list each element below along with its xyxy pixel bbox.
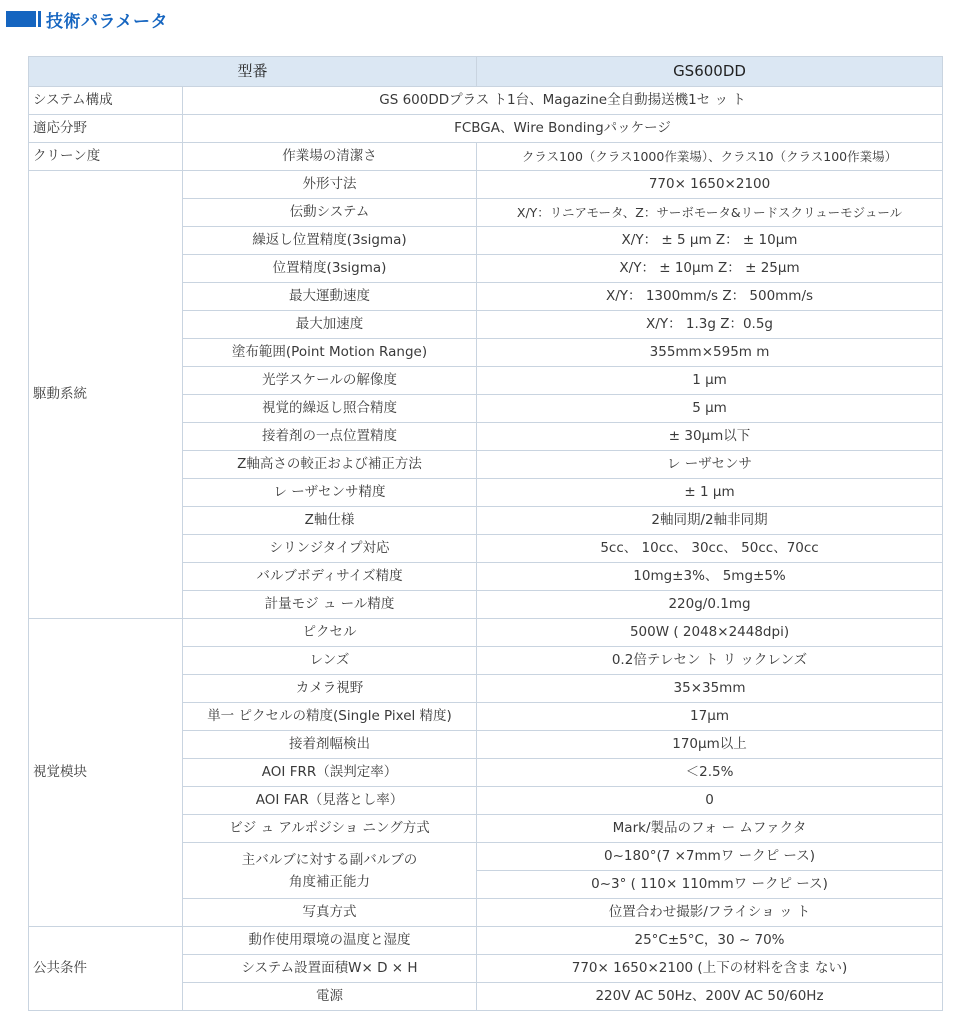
- row-value: 0~3° ( 110× 110mmワ ークピ ース): [477, 871, 943, 899]
- row-label: 動作使用環境の温度と湿度: [183, 927, 477, 955]
- row-value: ± 30μm以下: [477, 423, 943, 451]
- row-label: シリンジタイプ対応: [183, 535, 477, 563]
- row-label: 最大加速度: [183, 311, 477, 339]
- row-value: 1 μm: [477, 367, 943, 395]
- row-label: AOI FRR（誤判定率）: [183, 759, 477, 787]
- group-label: 駆動系統: [29, 171, 183, 619]
- row-value: 500W ( 2048×2448dpi): [477, 619, 943, 647]
- row-label: 伝動システム: [183, 199, 477, 227]
- row-label: ピクセル: [183, 619, 477, 647]
- row-value: 770× 1650×2100 (上下の材料を含ま ない): [477, 955, 943, 983]
- row-label: バルブボディサイズ精度: [183, 563, 477, 591]
- row-label: 単一 ピクセルの精度(Single Pixel 精度): [183, 703, 477, 731]
- row-value: 0~180°(7 ×7mmワ ークピ ース): [477, 843, 943, 871]
- table-row: [29, 143, 943, 171]
- row-label: レンズ: [183, 647, 477, 675]
- row-value: 170μm以上: [477, 731, 943, 759]
- row-value: X/Y： ± 5 μm Z： ± 10μm: [477, 227, 943, 255]
- row-value: ± 1 μm: [477, 479, 943, 507]
- row-value: 0.2倍テレセン ト リ ックレンズ: [477, 647, 943, 675]
- row-value: 220g/0.1mg: [477, 591, 943, 619]
- row-value: Mark/製品のフォ ー ムファクタ: [477, 815, 943, 843]
- angle-label-line1: 主バルブに対する副バルブの: [241, 851, 418, 868]
- row-label: 最大運動速度: [183, 283, 477, 311]
- row-value: クラス100（クラス1000作業場）、クラス10（クラス100作業場）: [477, 143, 943, 171]
- row-label: システム構成: [29, 87, 183, 115]
- row-label: 作業場の清潔さ: [183, 143, 477, 171]
- spec-table: [28, 56, 943, 1011]
- group-label: クリーン度: [29, 143, 183, 171]
- angle-label-line2: 角度補正能力: [289, 873, 370, 890]
- row-label: 適応分野: [29, 115, 183, 143]
- row-value: X/Y：リニアモータ、Z：サーボモータ&リードスクリューモジュール: [477, 199, 943, 227]
- row-value: 35×35mm: [477, 675, 943, 703]
- row-value: 10mg±3%、 5mg±5%: [477, 563, 943, 591]
- row-value: 220V AC 50Hz、200V AC 50/60Hz: [477, 983, 943, 1011]
- row-value: GS 600DDプラス ト1台、Magazine全自動揚送機1セ ッ ト: [183, 87, 943, 115]
- table-row: [29, 619, 943, 647]
- row-label: ビジ ュ アルポジショ ニング方式: [183, 815, 477, 843]
- group-label: 公共条件: [29, 927, 183, 1011]
- row-label: 位置精度(3sigma): [183, 255, 477, 283]
- row-label: 視覚的繰返し照合精度: [183, 395, 477, 423]
- row-value: X/Y： 1.3g Z：0.5g: [477, 311, 943, 339]
- model-value: GS600DD: [477, 57, 943, 87]
- row-label: 外形寸法: [183, 171, 477, 199]
- row-label: 計量モジ ュ ール精度: [183, 591, 477, 619]
- table-row: [29, 171, 943, 199]
- row-value: FCBGA、Wire Bondingパッケージ: [183, 115, 943, 143]
- table-header-row: [29, 57, 943, 87]
- row-value: 25°C±5°C，30 ~ 70%: [477, 927, 943, 955]
- row-label: AOI FAR（見落とし率）: [183, 787, 477, 815]
- row-label: 光学スケールの解像度: [183, 367, 477, 395]
- table-row: [29, 115, 943, 143]
- row-value: 5 μm: [477, 395, 943, 423]
- table-row: [29, 927, 943, 955]
- row-label: 電源: [183, 983, 477, 1011]
- section-title: 技術パラメータ: [46, 11, 168, 32]
- row-label: 繰返し位置精度(3sigma): [183, 227, 477, 255]
- header-accent-bar: [6, 11, 36, 27]
- row-label: [183, 843, 477, 899]
- row-label: Z軸高さの較正および補正方法: [183, 451, 477, 479]
- row-value: X/Y： ± 10μm Z： ± 25μm: [477, 255, 943, 283]
- row-label: カメラ視野: [183, 675, 477, 703]
- model-label: 型番: [29, 57, 477, 87]
- row-value: レ ーザセンサ: [477, 451, 943, 479]
- row-value: 5cc、 10cc、 30cc、 50cc、70cc: [477, 535, 943, 563]
- row-label: 写真方式: [183, 899, 477, 927]
- row-label: Z軸仕様: [183, 507, 477, 535]
- row-label: 接着剤幅検出: [183, 731, 477, 759]
- row-value: 17μm: [477, 703, 943, 731]
- group-label: 視覚模块: [29, 619, 183, 927]
- row-value: ＜2.5%: [477, 759, 943, 787]
- header-accent-line: [38, 11, 41, 27]
- row-value: 位置合わせ撮影/フライショ ッ ト: [477, 899, 943, 927]
- table-row: [29, 87, 943, 115]
- row-label: 接着剤の一点位置精度: [183, 423, 477, 451]
- row-value: 770× 1650×2100: [477, 171, 943, 199]
- section-header: [6, 6, 168, 32]
- row-label: 塗布範囲(Point Motion Range): [183, 339, 477, 367]
- row-label: システム設置面積W× D × H: [183, 955, 477, 983]
- row-value: 355mm×595m m: [477, 339, 943, 367]
- row-value: X/Y： 1300mm/s Z： 500mm/s: [477, 283, 943, 311]
- row-value: 2軸同期/2軸非同期: [477, 507, 943, 535]
- row-value: 0: [477, 787, 943, 815]
- row-label: レ ーザセンサ精度: [183, 479, 477, 507]
